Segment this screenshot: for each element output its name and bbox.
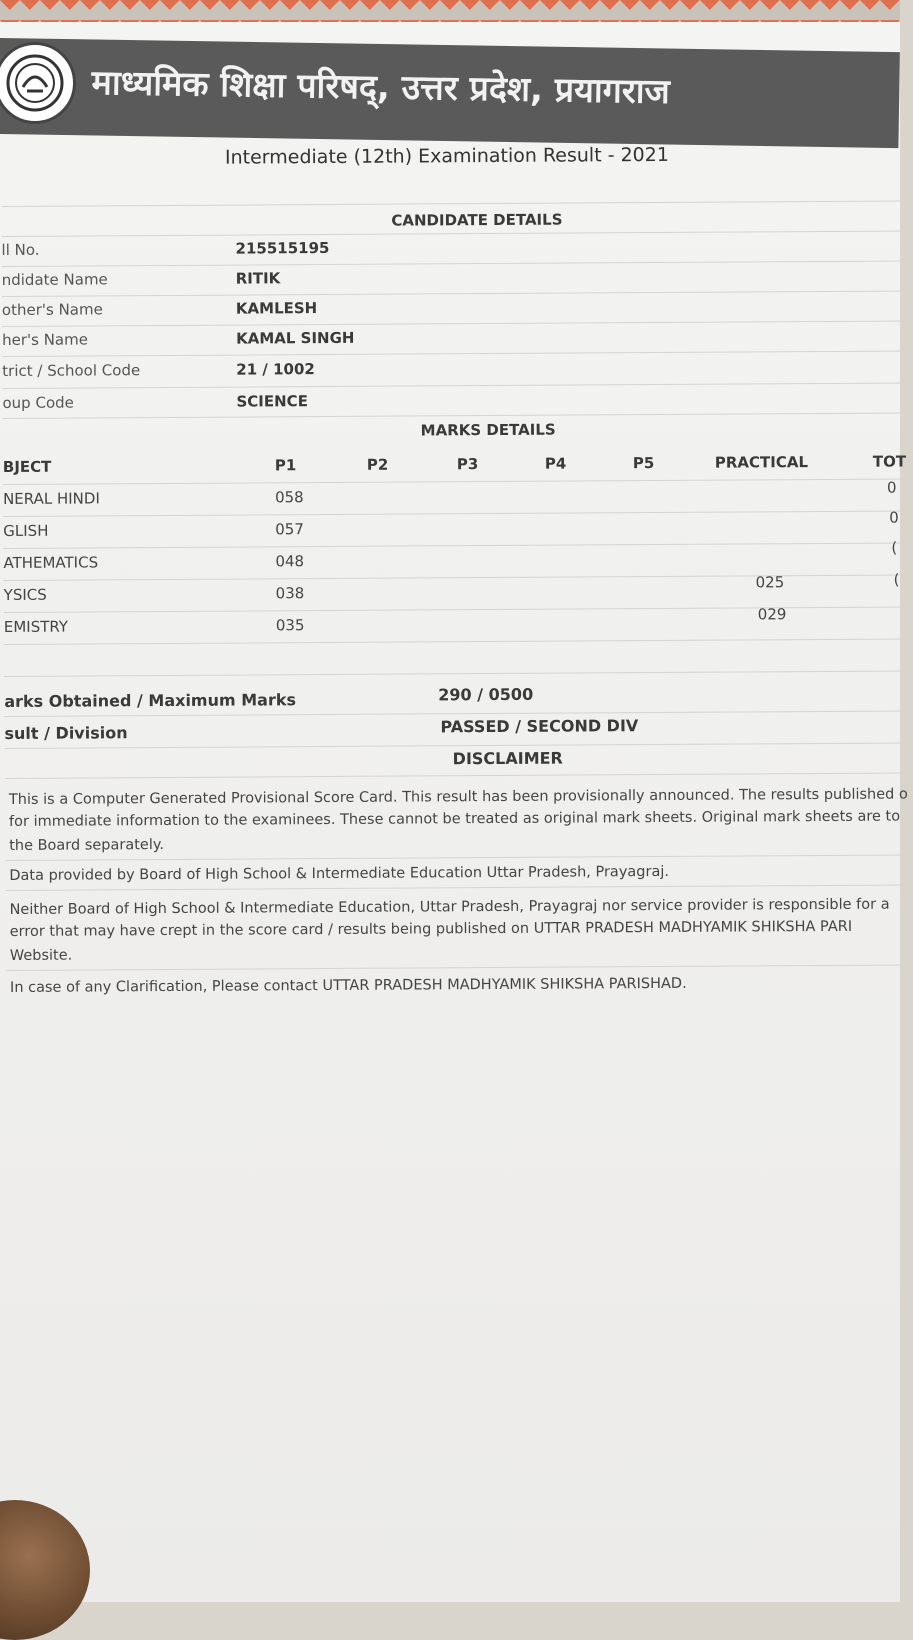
col-p4: P4 xyxy=(544,454,567,473)
group-code-value: SCIENCE xyxy=(236,392,308,411)
disclaimer-line: In case of any Clarification, Please contact UTTAR PRADESH MADHYAMIK SHIKSHA PARISHAD. xyxy=(9,975,687,996)
col-p3: P3 xyxy=(456,455,479,474)
disclaimer-line: This is a Computer Generated Provisional Score Card. This result has been provisionally announced. The results published o xyxy=(8,786,908,808)
divider xyxy=(1,230,901,236)
col-total: TOT xyxy=(872,452,907,471)
table-row-p1: 038 xyxy=(275,584,305,603)
disclaimer-line: for immediate information to the examinees. These cannot be treated as original mark sheets. Original mark sheets are to xyxy=(8,808,901,830)
school-code-value: 21 / 1002 xyxy=(236,360,315,379)
marks-details-heading: MARKS DETAILS xyxy=(420,420,556,440)
board-name-hindi: माध्यमिक शिक्षा परिषद्, उत्तर प्रदेश, प्रयागराज xyxy=(91,62,671,113)
divider xyxy=(2,320,902,326)
school-code-label: trict / School Code xyxy=(2,361,141,380)
divider xyxy=(5,772,905,778)
divider xyxy=(4,638,904,644)
divider xyxy=(3,542,903,548)
result-division-value: PASSED / SECOND DIV xyxy=(440,716,639,737)
disclaimer-heading: DISCLAIMER xyxy=(452,748,563,769)
divider xyxy=(2,260,902,266)
mother-name-value: KAMLESH xyxy=(235,299,318,318)
candidate-details-heading: CANDIDATE DETAILS xyxy=(391,210,563,230)
divider xyxy=(3,510,903,516)
divider xyxy=(2,382,902,388)
col-p5: P5 xyxy=(632,454,655,473)
table-row-subject: NERAL HINDI xyxy=(2,489,100,508)
table-row-subject: EMISTRY xyxy=(3,617,69,636)
roll-no-value: 215515195 xyxy=(235,238,330,258)
divider xyxy=(5,742,905,748)
divider xyxy=(4,670,904,676)
exam-title: Intermediate (12th) Examination Result - 2021 xyxy=(224,143,669,169)
disclaimer-line: error that may have crept in the score card / results being published on UTTAR PRADESH MADHYAMIK SHIKSHA PARI xyxy=(9,918,853,940)
candidate-name-value: RITIK xyxy=(235,269,281,288)
table-row-total: 0 xyxy=(889,508,899,527)
result-division-label: sult / Division xyxy=(4,723,128,743)
divider xyxy=(2,350,902,356)
table-row-total: 0 xyxy=(886,478,897,497)
table-row-p1: 057 xyxy=(275,520,304,539)
divider xyxy=(2,290,902,296)
table-row-p1: 058 xyxy=(274,488,304,507)
father-name-value: KAMAL SINGH xyxy=(236,328,355,348)
disclaimer-line: Data provided by Board of High School & Intermediate Education Uttar Pradesh, Prayagraj. xyxy=(9,863,669,884)
father-name-label: her's Name xyxy=(2,330,89,349)
table-row-p1: 035 xyxy=(275,616,305,635)
table-row-practical: 025 xyxy=(755,573,785,592)
table-row-subject: ATHEMATICS xyxy=(3,553,99,572)
disclaimer-line: Website. xyxy=(9,947,73,964)
col-subject: BJECT xyxy=(2,457,52,476)
table-row-total: ( xyxy=(891,538,898,557)
group-code-label: oup Code xyxy=(2,393,74,412)
table-row-subject: GLISH xyxy=(3,521,49,540)
col-p1: P1 xyxy=(274,456,297,475)
disclaimer-line: Neither Board of High School & Intermediate Education, Uttar Pradesh, Prayagraj nor service provider is responsible for a xyxy=(9,896,890,918)
mother-name-label: other's Name xyxy=(1,300,103,319)
table-row-p1: 048 xyxy=(275,552,305,571)
marks-obtained-value: 290 / 0500 xyxy=(438,684,534,705)
divider xyxy=(3,412,903,418)
divider xyxy=(4,710,904,716)
table-row-practical: 029 xyxy=(757,605,787,624)
disclaimer-line: the Board separately. xyxy=(9,837,165,854)
col-p2: P2 xyxy=(366,455,389,474)
marks-obtained-label: arks Obtained / Maximum Marks xyxy=(4,690,297,711)
divider xyxy=(3,478,903,484)
roll-no-label: ll No. xyxy=(1,240,40,259)
divider xyxy=(1,200,901,206)
table-row-subject: YSICS xyxy=(3,585,47,604)
table-row-total: ( xyxy=(893,570,900,589)
candidate-name-label: ndidate Name xyxy=(1,270,108,289)
col-practical: PRACTICAL xyxy=(714,453,809,472)
